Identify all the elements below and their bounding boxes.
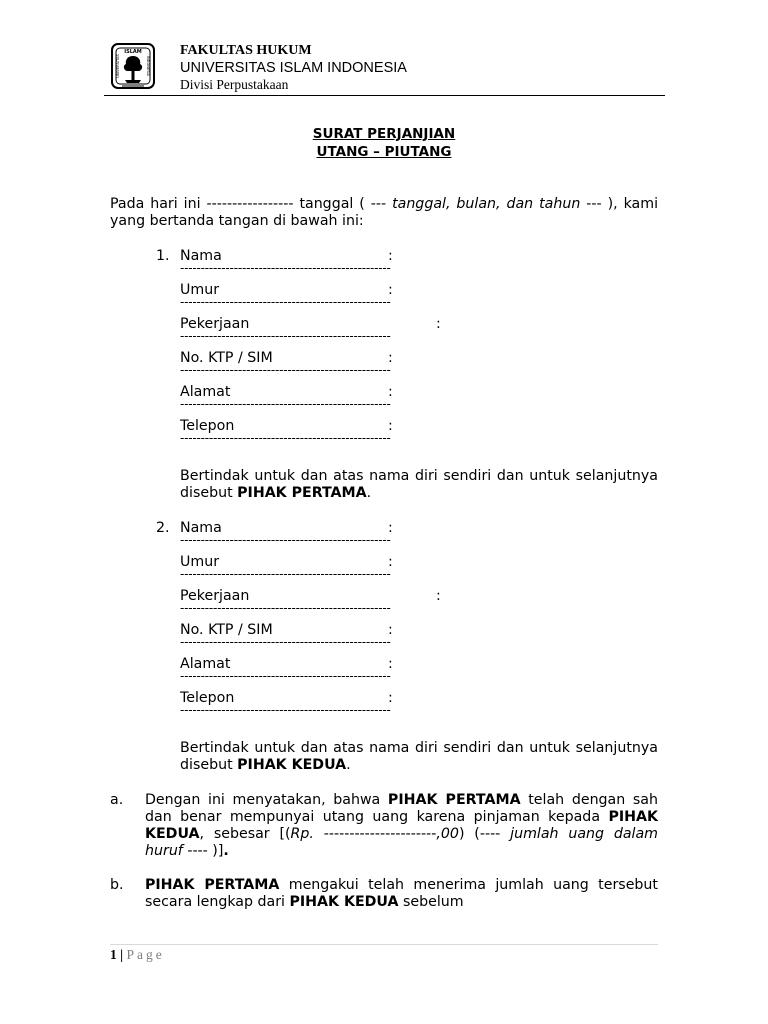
footer-separator: |	[120, 947, 124, 962]
field-colon: :	[388, 622, 393, 638]
text-run: ---- )]	[182, 843, 224, 859]
field-colon: :	[388, 350, 393, 366]
text-run: Dengan ini menyatakan, bahwa	[145, 792, 388, 808]
party-2-field-umur	[180, 554, 480, 588]
division-name: Divisi Perpustakaan	[180, 77, 289, 92]
field-label: Alamat	[180, 656, 231, 672]
bold-run: PIHAK PERTAMA	[387, 792, 521, 808]
text-run: Bertindak untuk dan atas nama diri sendiri dan untuk selanjutnya disebut	[180, 468, 658, 501]
field-label: Nama	[180, 248, 222, 264]
field-label: Alamat	[180, 384, 231, 400]
field-colon: :	[436, 588, 441, 604]
field-label: Umur	[180, 282, 220, 298]
text-run: .	[366, 485, 372, 501]
party-2-field-nama	[180, 520, 480, 554]
party-2-description	[180, 740, 658, 774]
party-1-field-nama	[180, 248, 480, 282]
party-1-field-pekerjaan	[180, 316, 480, 350]
field-colon: :	[388, 520, 393, 536]
bold-run: .	[223, 843, 229, 859]
party-2-field-pekerjaan	[180, 588, 480, 622]
field-fill-line: ---------------------------------------------------	[180, 635, 391, 649]
field-label: Pekerjaan	[180, 588, 250, 604]
page-label: Page	[126, 947, 165, 962]
letterhead	[104, 40, 665, 96]
footer-divider	[110, 944, 658, 945]
party-1-field-telepon	[180, 418, 480, 452]
letterhead-text	[180, 43, 407, 93]
italic-run: jumlah uang dalam huruf	[145, 826, 659, 859]
field-colon: :	[388, 690, 393, 706]
text-run: telah dengan sah dan benar mempunyai utang uang karena pinjaman kepada	[145, 792, 658, 825]
field-colon: :	[388, 418, 393, 434]
clause-text	[145, 792, 658, 860]
text-run: sebelum	[398, 894, 464, 910]
field-colon: :	[388, 384, 393, 400]
seal-text-right: INDONESIA	[146, 55, 150, 77]
field-colon: :	[388, 282, 393, 298]
bold-run: PIHAK KEDUA	[237, 757, 347, 773]
text-run: Pada hari ini ----------------- tanggal ( ---	[110, 196, 393, 212]
text-run: mengakui telah menerima jumlah uang tersebut secara lengkap dari	[145, 877, 658, 910]
university-name: UNIVERSITAS ISLAM INDONESIA	[180, 60, 407, 76]
field-label: Nama	[180, 520, 222, 536]
bold-run: PIHAK KEDUA	[145, 809, 658, 842]
field-fill-line: ---------------------------------------------------	[180, 533, 391, 547]
clause-text	[145, 877, 658, 911]
field-fill-line: ---------------------------------------------------	[180, 567, 391, 581]
party-2-field-ktp-sim	[180, 622, 480, 656]
text-run: Bertindak untuk dan atas nama diri sendiri dan untuk selanjutnya disebut	[180, 740, 658, 773]
clause-letter: b.	[110, 877, 124, 893]
party-1-field-alamat	[180, 384, 480, 418]
party-2-field-telepon	[180, 690, 480, 724]
text-run: .	[346, 757, 351, 773]
field-fill-line: ---------------------------------------------------	[180, 431, 391, 445]
text-run: --- ), kami yang bertanda tangan di bawah ini:	[110, 196, 659, 229]
field-fill-line: ---------------------------------------------------	[180, 601, 391, 615]
italic-run: Rp.	[290, 826, 314, 842]
university-seal-logo	[110, 42, 156, 90]
field-label: Pekerjaan	[180, 316, 250, 332]
bold-run: PIHAK KEDUA	[289, 894, 399, 910]
bold-run: PIHAK PERTAMA	[145, 877, 280, 893]
party-1-field-ktp-sim	[180, 350, 480, 384]
field-label: Umur	[180, 554, 220, 570]
party-number: 2.	[156, 520, 170, 536]
seal-text-top: ISLAM	[124, 49, 142, 55]
party-1-field-umur	[180, 282, 480, 316]
party-number: 1.	[156, 248, 170, 264]
text-run: , sebesar [(	[199, 826, 291, 842]
field-fill-line: ---------------------------------------------------	[180, 397, 391, 411]
text-run: ) (----	[458, 826, 511, 842]
faculty-name: FAKULTAS HUKUM	[180, 43, 312, 58]
italic-run: ,00	[436, 826, 459, 842]
field-colon: :	[436, 316, 441, 332]
field-label: No. KTP / SIM	[180, 622, 273, 638]
page-number: 1	[110, 947, 117, 962]
title-line-2: UTANG – PIUTANG	[316, 143, 452, 160]
party-1-description	[180, 468, 658, 502]
field-colon: :	[388, 554, 393, 570]
field-fill-line: ---------------------------------------------------	[180, 703, 391, 717]
italic-run: tanggal, bulan, dan tahun	[392, 196, 581, 212]
field-label: Telepon	[180, 690, 235, 706]
field-fill-line: ---------------------------------------------------	[180, 669, 391, 683]
document-title	[0, 126, 768, 161]
party-2-field-alamat	[180, 656, 480, 690]
page-footer	[110, 947, 165, 963]
field-fill-line: ---------------------------------------------------	[180, 261, 391, 275]
seal-text-left: UNIVERSITAS	[116, 54, 120, 78]
field-colon: :	[388, 656, 393, 672]
field-label: No. KTP / SIM	[180, 350, 273, 366]
clause-letter: a.	[110, 792, 124, 808]
intro-paragraph	[110, 196, 658, 230]
bold-run: PIHAK PERTAMA	[237, 485, 367, 501]
text-run: ----------------------	[313, 826, 437, 842]
field-colon: :	[388, 248, 393, 264]
field-label: Telepon	[180, 418, 235, 434]
field-fill-line: ---------------------------------------------------	[180, 329, 391, 343]
title-line-1: SURAT PERJANJIAN	[312, 126, 456, 142]
field-fill-line: ---------------------------------------------------	[180, 363, 391, 377]
field-fill-line: ---------------------------------------------------	[180, 295, 391, 309]
